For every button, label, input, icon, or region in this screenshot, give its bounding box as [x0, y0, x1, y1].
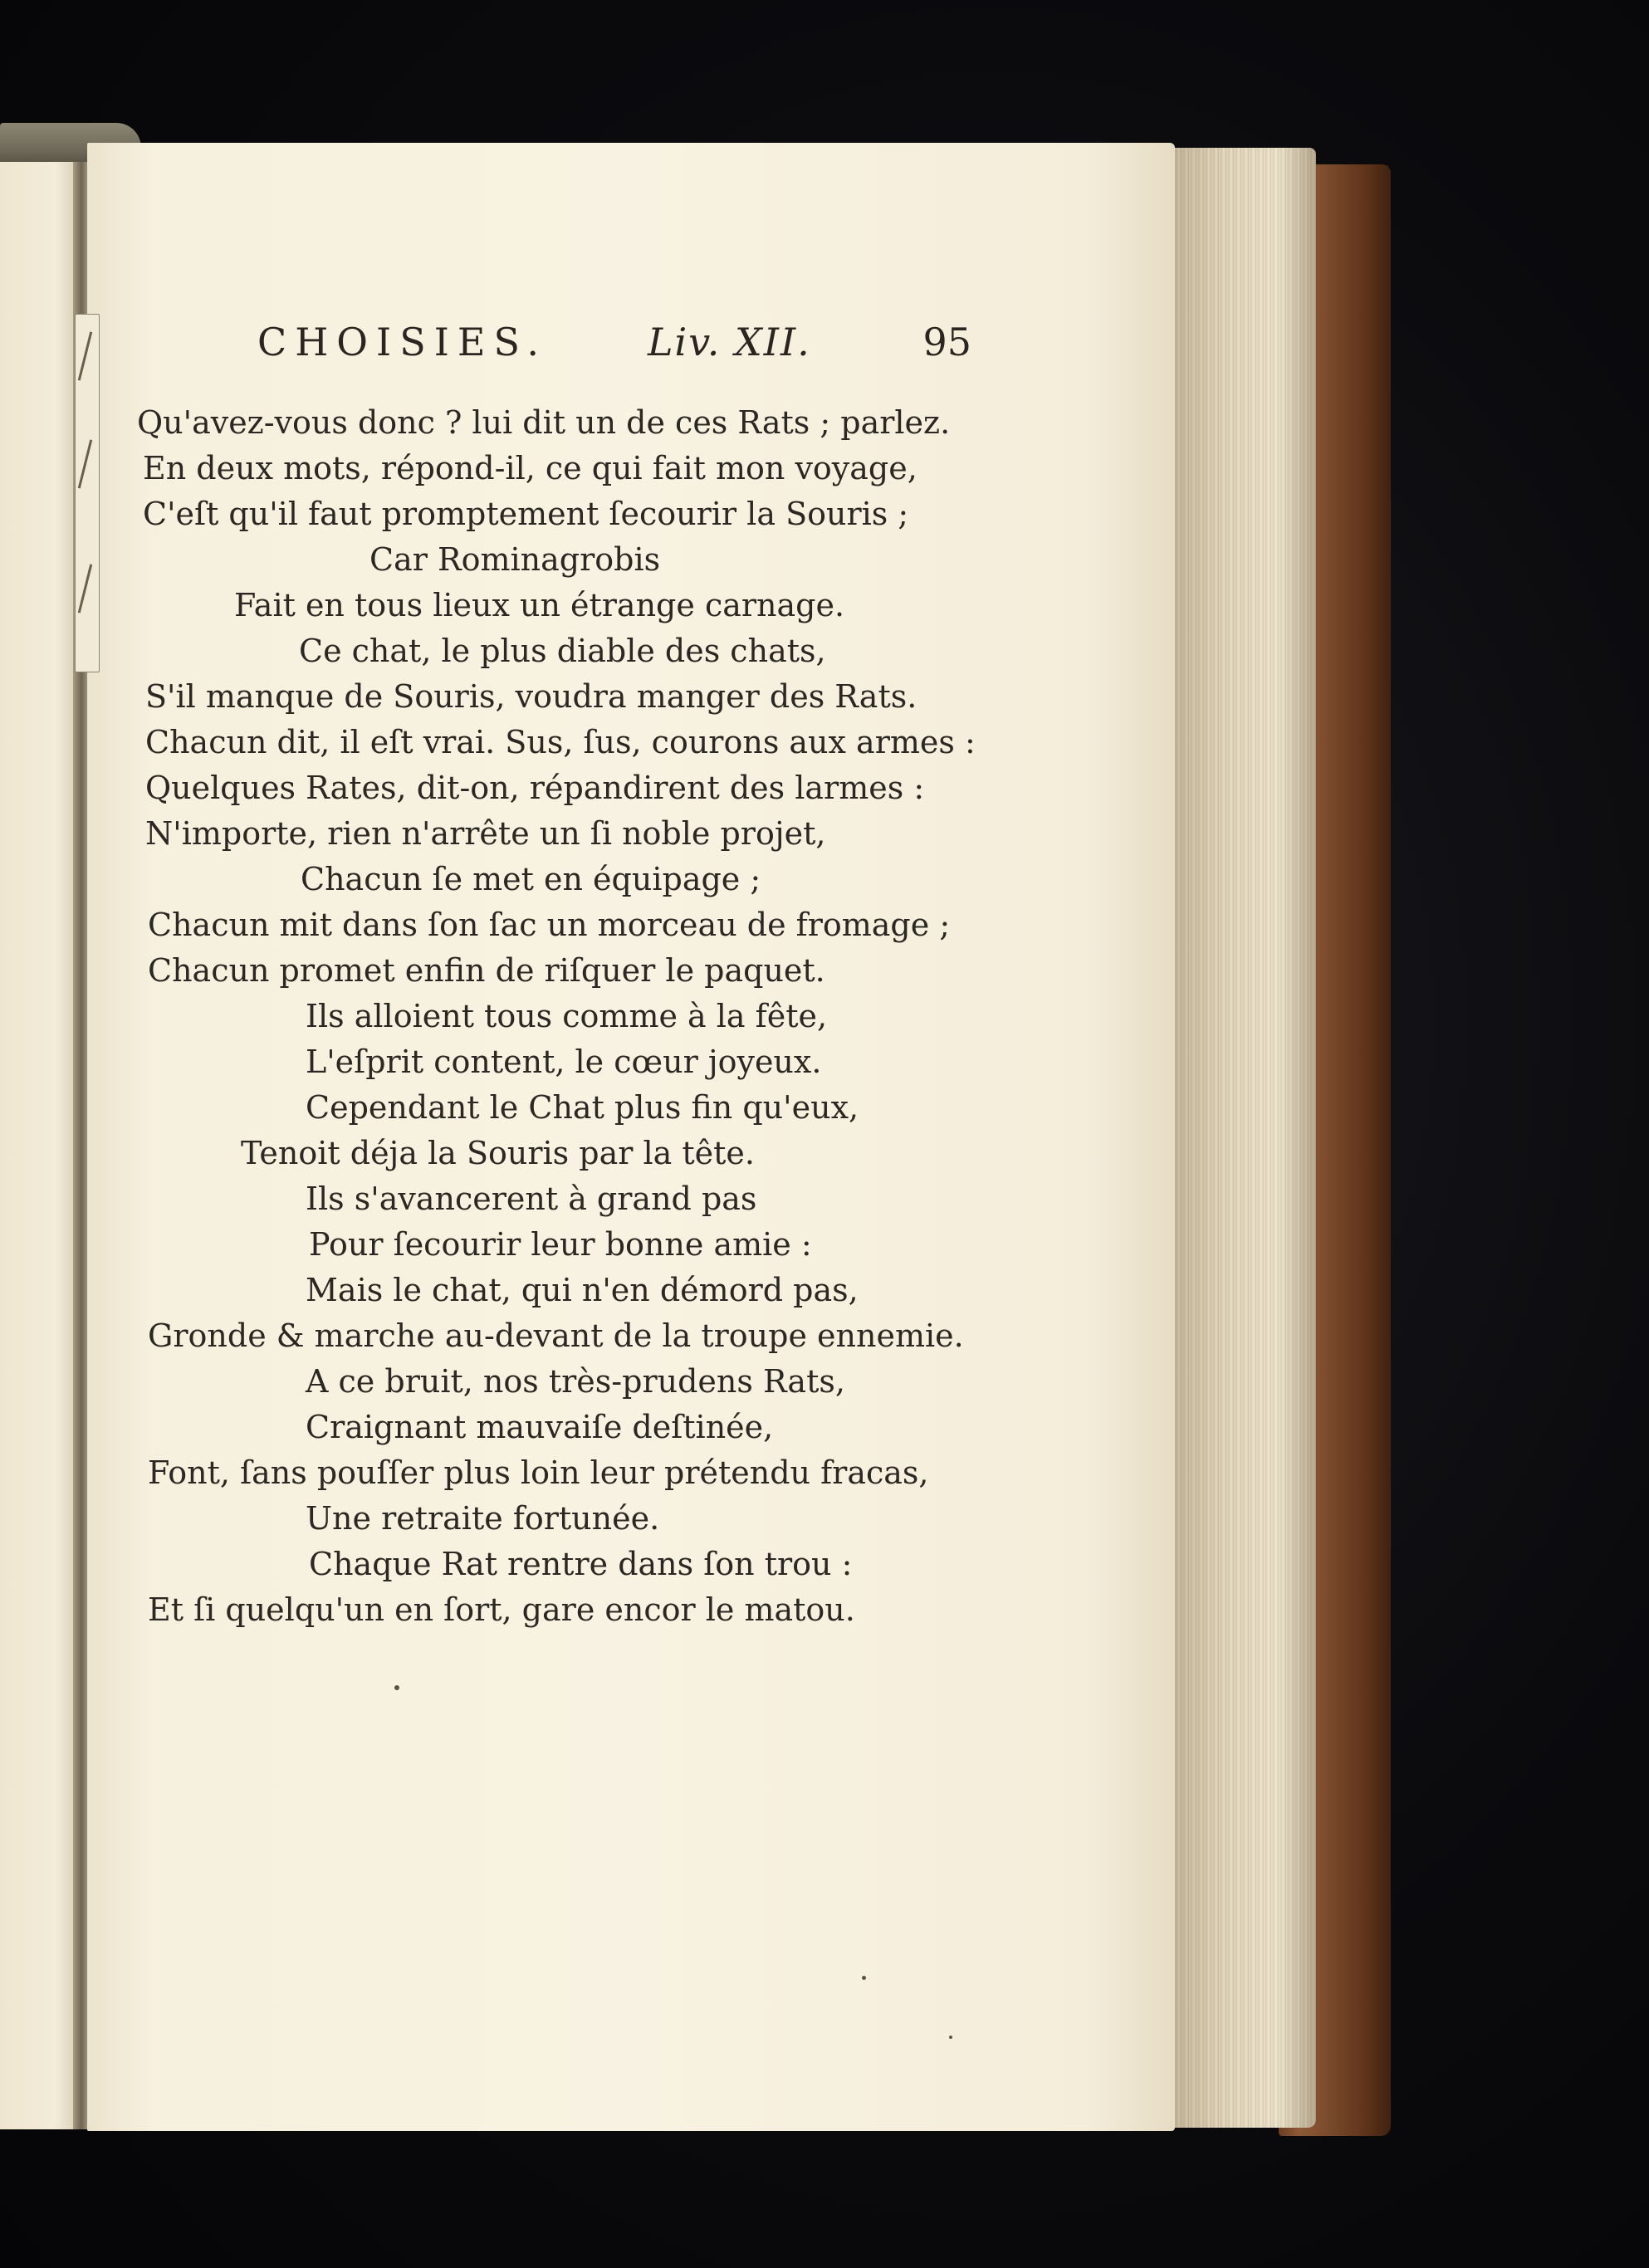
verse-line: A ce bruit, nos très-prudens Rats,	[306, 1363, 845, 1400]
verse-line: Quelques Rates, dit-on, répandirent des larmes :	[145, 770, 925, 806]
verse-line: Tenoit déja la Souris par la tête.	[241, 1135, 755, 1171]
verse-line: Chacun dit, il eſt vrai. Sus, ſus, courons aux armes :	[145, 724, 976, 760]
verse-line: Chaque Rat rentre dans ſon trou :	[309, 1546, 853, 1582]
verse-line: Qu'avez-vous donc ? lui dit un de ces Rats ; parlez.	[137, 404, 951, 441]
verse-line: Une retraite fortunée.	[306, 1500, 660, 1537]
page-number: 95	[922, 320, 971, 364]
paper-speck	[949, 2036, 952, 2039]
verse-line: Chacun promet enfin de riſquer le paquet.	[148, 952, 825, 989]
paper-strip	[75, 314, 100, 672]
verse-line: Font, ſans pouſſer plus loin leur prétendu fracas,	[148, 1454, 929, 1491]
facing-page-edge	[0, 162, 79, 2129]
verse-line: Ils alloient tous comme à la fête,	[306, 998, 828, 1034]
verse-line: S'il manque de Souris, voudra manger des Rats.	[145, 678, 917, 715]
verse-line: L'eſprit content, le cœur joyeux.	[306, 1044, 822, 1080]
verse-line: Et ſi quelqu'un en ſort, gare encor le matou.	[148, 1591, 855, 1628]
ink-mark	[78, 565, 92, 613]
verse-line: Fait en tous lieux un étrange carnage.	[234, 587, 845, 623]
verse-line: Chacun mit dans ſon ſac un morceau de fromage ;	[148, 907, 951, 943]
verse-line: C'eſt qu'il faut promptement ſecourir la Souris ;	[143, 496, 909, 532]
running-head-title: CHOISIES.	[257, 320, 547, 364]
verse-line: Mais le chat, qui n'en démord pas,	[306, 1272, 859, 1308]
running-head-book: Liv. XII.	[648, 320, 811, 364]
verse-line: Craignant mauvaiſe deſtinée,	[306, 1409, 774, 1445]
verse-line: Gronde & marche au-devant de la troupe ennemie.	[148, 1317, 964, 1354]
ink-mark	[78, 440, 92, 489]
paper-speck	[394, 1685, 399, 1690]
verse-line: En deux mots, répond-il, ce qui fait mon voyage,	[143, 450, 917, 486]
verse-line: Cependant le Chat plus fin qu'eux,	[306, 1089, 859, 1126]
paper-speck	[862, 1976, 866, 1980]
verse-line: Ce chat, le plus diable des chats,	[299, 633, 826, 669]
ink-mark	[78, 332, 92, 381]
verse-line: Pour ſecourir leur bonne amie :	[309, 1226, 812, 1263]
verse-line: Ils s'avancerent à grand pas	[306, 1180, 757, 1217]
page-edges-shading	[1167, 148, 1316, 2128]
verse-line: Car Rominagrobis	[369, 541, 661, 578]
verse-line: Chacun ſe met en équipage ;	[301, 861, 761, 897]
verse-line: N'importe, rien n'arrête un ſi noble projet,	[145, 815, 826, 852]
running-head	[257, 320, 988, 378]
